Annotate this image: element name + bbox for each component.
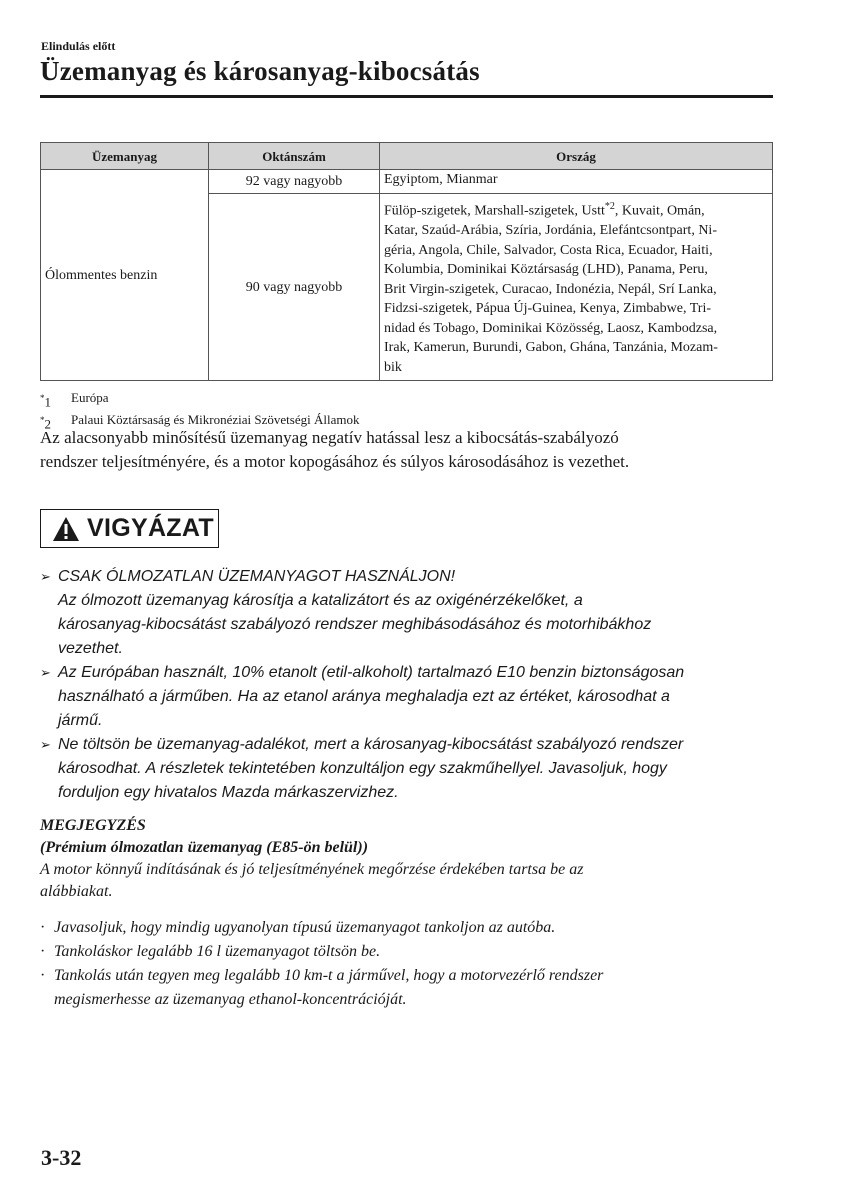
warning-line: károsodhat. A részletek tekintetében konzultáljon egy szakműhellyel. Javasoljuk, hogy [58, 760, 667, 777]
bullet-dot-icon: · [40, 967, 46, 984]
warning-triangle-icon [52, 516, 80, 542]
country-cell [380, 194, 773, 381]
section-label: Elindulás előtt [41, 39, 116, 53]
footnote-text: Palaui Köztársaság és Mikronéziai Szövetségi Államok [71, 412, 360, 428]
country-cell: Egyiptom, Mianmar [380, 170, 773, 194]
table-header-row [41, 143, 773, 170]
note-bullet [40, 964, 730, 1012]
warning-line: CSAK ÓLMOZATLAN ÜZEMANYAGOT HASZNÁLJON! [58, 568, 456, 585]
warning-line: Az ólmozott üzemanyag károsítja a katalizátort és az oxigénérzékelőket, a [58, 592, 583, 609]
intro-line: Az alacsonyabb minősítésű üzemanyag negatív hatással lesz a kibocsátás-szabályozó [40, 428, 619, 447]
note-bullet-line: Tankoláskor legalább 16 l üzemanyagot töltsön be. [54, 943, 381, 960]
page-title: Üzemanyag és károsanyag-kibocsátás [40, 56, 480, 86]
footnote-mark: *2 [40, 415, 51, 432]
warning-line: károsanyag-kibocsátást szabályozó rendszer meghibásodásához és motorhibákhoz [58, 616, 652, 633]
arrow-bullet-icon: ➢ [40, 665, 51, 680]
note-subheading: (Prémium ólmozatlan üzemanyag (E85-ön belül)) [40, 839, 369, 856]
note-bullet-line: megismerhesse az üzemanyag ethanol-koncentrációját. [54, 991, 407, 1008]
country-line: géria, Angola, Chile, Salvador, Costa Rica, Ecuador, Haiti, [384, 242, 713, 258]
fuel-octane-table [40, 142, 773, 381]
country-line: nidad és Tobago, Dominikai Közösség, Laosz, Kambodzsa, [384, 320, 718, 336]
note-bullet-list [40, 916, 730, 1012]
column-header-octane: Oktánszám [209, 143, 380, 170]
note-paragraph [40, 859, 730, 903]
country-line: Brit Virgin-szigetek, Curacao, Indonézia, Nepál, Srí Lanka, [384, 281, 717, 297]
country-line: Katar, Szaúd-Arábia, Szíria, Jordánia, Elefántcsontpart, Ni- [384, 223, 717, 239]
title-rule [40, 95, 773, 98]
page-number: 3-32 [41, 1145, 82, 1170]
note-bullet [40, 940, 730, 964]
note-section [40, 815, 730, 1012]
column-header-fuel: Üzemanyag [41, 143, 209, 170]
intro-line: rendszer teljesítményére, és a motor kopogásához és súlyos károsodásához is vezethet. [40, 452, 630, 471]
warning-label: VIGYÁZAT [87, 514, 214, 542]
intro-paragraph [40, 426, 780, 474]
table-row [41, 170, 773, 194]
warning-label-box [40, 509, 219, 548]
country-line: bik [384, 359, 402, 375]
octane-cell: 92 vagy nagyobb [209, 170, 380, 194]
note-bullet-line: Tankolás után tegyen meg legalább 10 km-t a járművel, hogy a motorvezérlő rendszer [54, 967, 604, 984]
warning-line: forduljon egy hivatalos Mazda márkaszervizhez. [58, 784, 399, 801]
bullet-dot-icon: · [40, 943, 46, 960]
warning-line: Ne töltsön be üzemanyag-adalékot, mert a károsanyag-kibocsátást szabályozó rendszer [58, 736, 684, 753]
warning-line: vezethet. [58, 640, 123, 657]
footnote-mark: *1 [40, 393, 51, 410]
footnote [40, 389, 359, 411]
warning-list [40, 565, 780, 805]
footnote-text: Európa [71, 390, 109, 405]
column-header-country: Ország [380, 143, 773, 170]
footnote-ref: *2 [604, 201, 615, 212]
warning-line: jármű. [58, 712, 103, 729]
octane-cell: 90 vagy nagyobb [209, 194, 380, 381]
warning-item [40, 661, 780, 733]
note-line: alábbiakat. [40, 883, 113, 900]
country-line: Irak, Kamerun, Burundi, Gabon, Ghána, Tanzánia, Mozam- [384, 340, 718, 356]
note-line: A motor könnyű indításának és jó teljesítményének megőrzése érdekében tartsa be az [40, 861, 584, 878]
note-heading: MEGJEGYZÉS [40, 817, 146, 834]
note-bullet [40, 916, 730, 940]
warning-line: Az Európában használt, 10% etanolt (etil-alkoholt) tartalmazó E10 benzin biztonságosan [58, 664, 685, 681]
warning-line: használható a járműben. Ha az etanol aránya meghaladja ezt az értéket, károsodhat a [58, 688, 670, 705]
note-bullet-line: Javasoljuk, hogy mindig ugyanolyan típusú üzemanyagot tankoljon az autóba. [54, 919, 556, 936]
country-line: Fidzsi-szigetek, Pápua Új-Guinea, Kenya, Zimbabwe, Tri- [384, 301, 711, 317]
warning-item [40, 565, 780, 661]
arrow-bullet-icon: ➢ [40, 737, 51, 752]
bullet-dot-icon: · [40, 919, 46, 936]
country-line: Kolumbia, Dominikai Köztársaság (LHD), Panama, Peru, [384, 262, 708, 278]
country-line: Fülöp-szigetek, Marshall-szigetek, Ustt$^{*2}$, Kuvait, Omán, [384, 201, 705, 219]
warning-item [40, 733, 780, 805]
arrow-bullet-icon: ➢ [40, 569, 51, 584]
fuel-type-cell: Ólommentes benzin [41, 170, 209, 381]
